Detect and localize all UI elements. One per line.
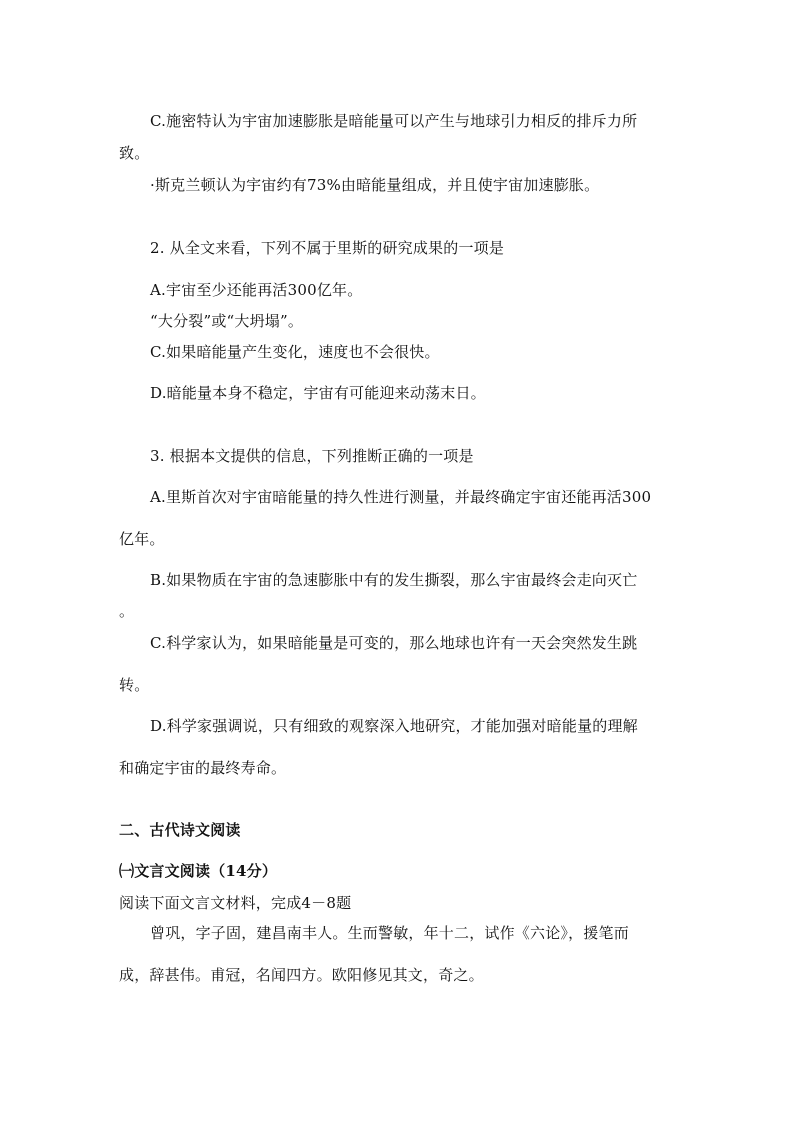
q3-option-d-line-1: D.科学家强调说，只有细致的观察深入地研究，才能加强对暗能量的理解: [150, 717, 638, 735]
q3-option-b-line-2: 。: [119, 602, 135, 620]
q2-option-c: C.如果暗能量产生变化，速度也不会很快。: [150, 343, 440, 361]
option-d-line: ·斯克兰顿认为宇宙约有73%由暗能量组成，并且使宇宙加速膨胀。: [150, 176, 600, 194]
question-2-stem: 2. 从全文来看，下列不属于里斯的研究成果的一项是: [150, 239, 505, 257]
q3-option-c-line-2: 转。: [119, 676, 150, 694]
q3-option-b-line-1: B.如果物质在宇宙的急速膨胀中有的发生撕裂，那么宇宙最终会走向灭亡: [150, 571, 638, 589]
q3-option-a-line-2: 亿年。: [119, 530, 165, 548]
passage-line-2: 成，辞甚伟。甫冠，名闻四方。欧阳修见其文，奇之。: [119, 966, 484, 984]
question-3-stem: 3. 根据本文提供的信息，下列推断正确的一项是: [150, 447, 474, 465]
option-c-line-2: 致。: [119, 144, 150, 162]
subsection-heading: ㈠文言文阅读（14分）: [119, 862, 278, 880]
q2-option-d: D.暗能量本身不稳定，宇宙有可能迎来动荡末日。: [150, 384, 486, 402]
q3-option-a-line-1: A.里斯首次对宇宙暗能量的持久性进行测量，并最终确定宇宙还能再活300: [150, 488, 652, 506]
q3-option-c-line-1: C.科学家认为，如果暗能量是可变的，那么地球也许有一天会突然发生跳: [150, 634, 638, 652]
passage-line-1: 曾巩，字子固，建昌南丰人。生而警敏，年十二，试作《六论》，援笔而: [150, 924, 629, 942]
reading-instruction: 阅读下面文言文材料，完成4－8题: [119, 894, 352, 912]
q2-option-b: “大分裂”或“大坍塌”。: [150, 312, 304, 330]
section-heading: 二、古代诗文阅读: [119, 821, 241, 839]
q3-option-d-line-2: 和确定宇宙的最终寿命。: [119, 759, 287, 777]
q2-option-a: A.宇宙至少还能再活300亿年。: [150, 281, 363, 299]
option-c-line-1: C.施密特认为宇宙加速膨胀是暗能量可以产生与地球引力相反的排斥力所: [150, 112, 638, 130]
